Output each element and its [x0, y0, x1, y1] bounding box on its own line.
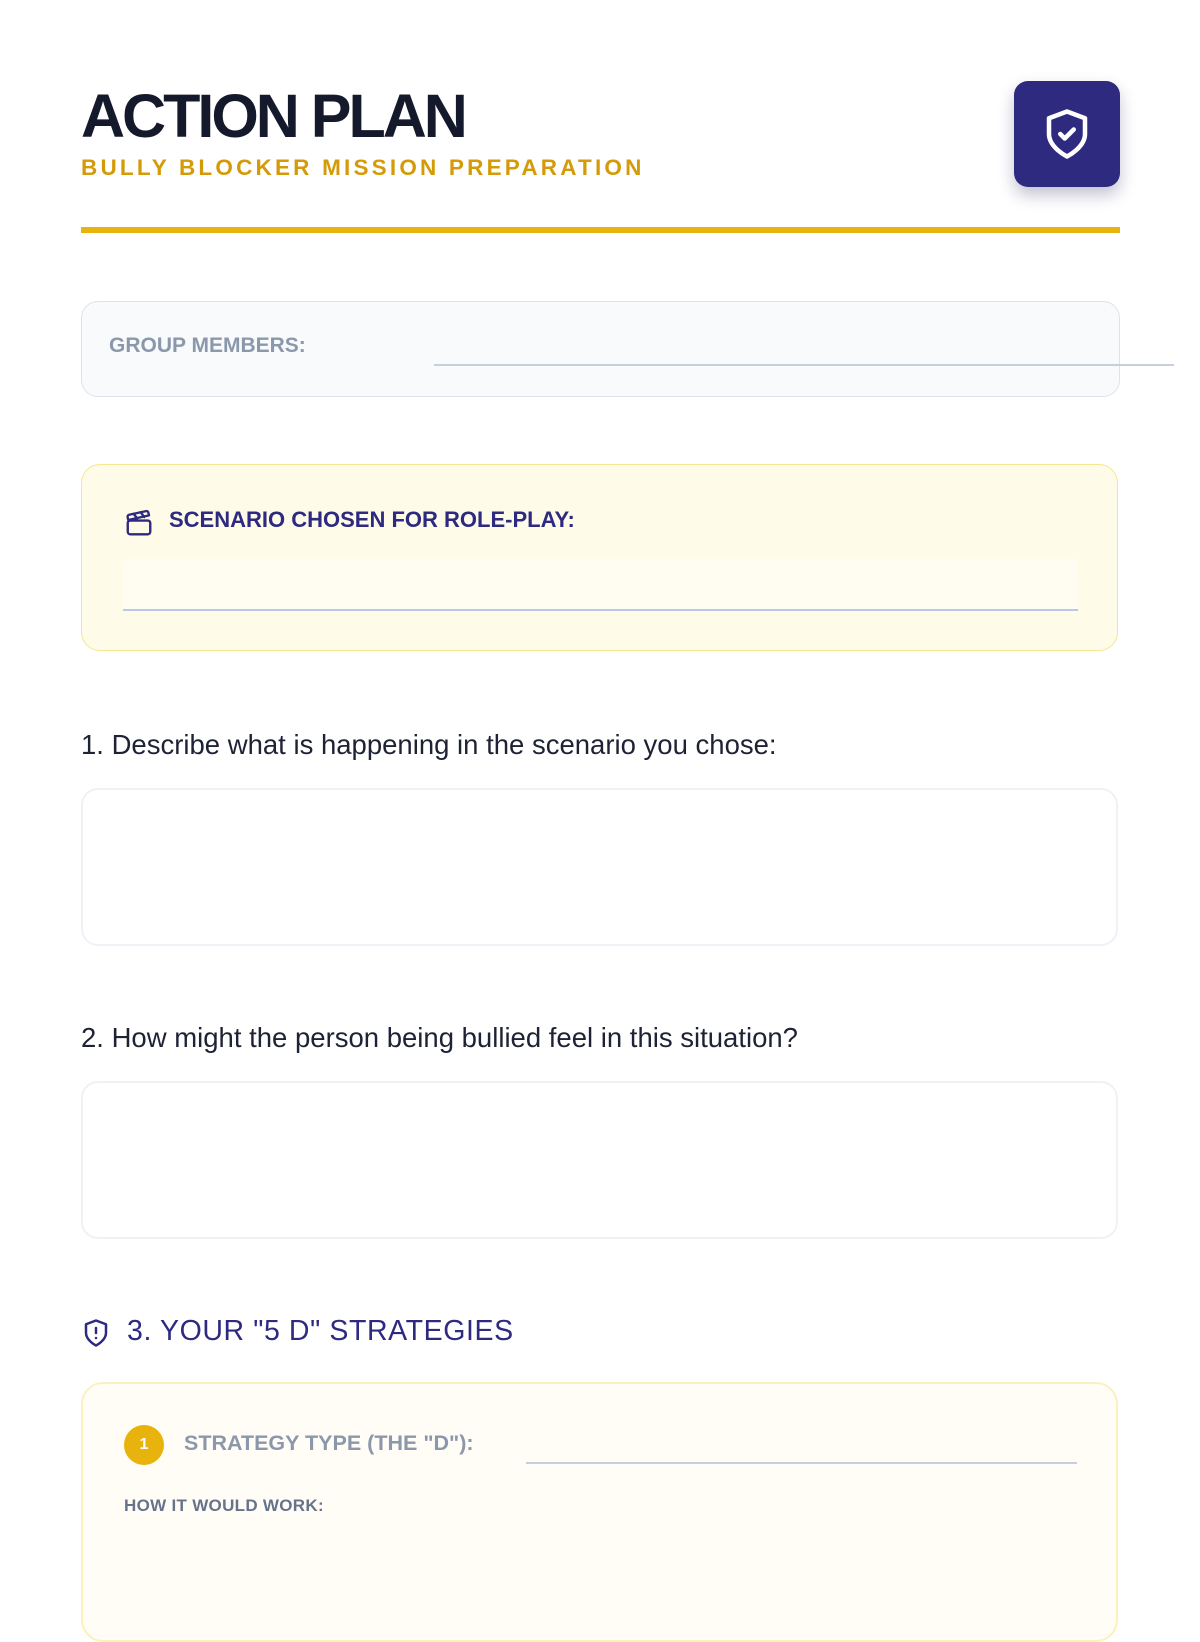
strategy-type-label: STRATEGY TYPE (THE "D"):: [184, 1431, 474, 1455]
shield-alert-icon: [81, 1317, 111, 1354]
action-plan-page: [81, 0, 1120, 1347]
page-header: [81, 0, 1120, 235]
shield-check-icon: [1014, 81, 1120, 187]
scenario-box: [81, 464, 1118, 651]
strategy-number-badge: 1: [124, 1425, 164, 1465]
group-members-field[interactable]: [434, 364, 1174, 366]
scenario-label: SCENARIO CHOSEN FOR ROLE-PLAY:: [169, 507, 575, 532]
question-2: 2. How might the person being bullied feel in this situation?: [81, 1022, 798, 1053]
page-title: ACTION PLAN: [81, 82, 465, 150]
strategy-type-field[interactable]: [526, 1462, 1077, 1464]
question-1: 1. Describe what is happening in the scenario you chose:: [81, 729, 777, 760]
answer-1-field[interactable]: [81, 788, 1118, 946]
clapperboard-icon: [123, 508, 155, 543]
group-members-label: GROUP MEMBERS:: [109, 334, 306, 357]
header-divider: [81, 227, 1120, 233]
scenario-input[interactable]: [123, 559, 1078, 611]
strategies-section-title: 3. YOUR "5 D" STRATEGIES: [127, 1315, 514, 1347]
page-subtitle: BULLY BLOCKER MISSION PREPARATION: [81, 155, 645, 180]
answer-2-field[interactable]: [81, 1081, 1118, 1239]
how-it-would-work-label: HOW IT WOULD WORK:: [124, 1496, 324, 1515]
